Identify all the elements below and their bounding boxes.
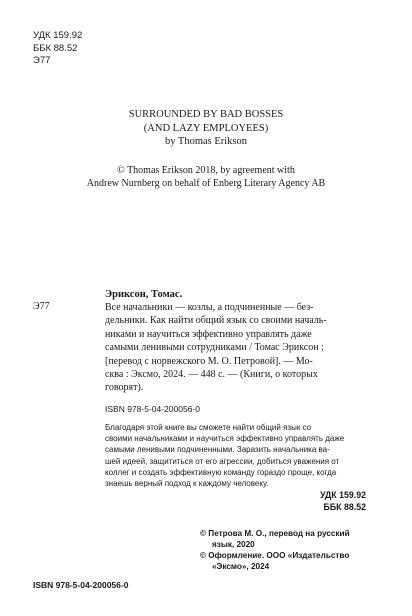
udk-code-bottom: УДК 159.92 — [319, 490, 366, 500]
annotation-line: знаешь верный подход к каждому человеку. — [105, 479, 269, 489]
original-title-line-2: (AND LAZY EMPLOYEES) — [143, 122, 269, 134]
original-copyright — [0, 164, 412, 190]
annotation-line: шей идеей, защититься от его агрессии, добиться уважения от — [105, 456, 340, 466]
credit-line: язык, 2020 — [212, 540, 255, 549]
bibliography-line: никами и научиться эффективно управлять даже — [105, 328, 312, 340]
credit-line: «Эксмо», 2024 — [212, 562, 270, 571]
udk-code: УДК 159.92 — [33, 30, 83, 41]
credit-line: © Петрова М. О., перевод на русский — [200, 529, 350, 538]
bibliography-line: Все начальники — козлы, а подчиненные — без- — [105, 302, 314, 313]
bbk-code-bottom: ББК 88.52 — [323, 501, 366, 512]
classification-bottom — [320, 490, 366, 513]
bibliography-code: Э77 — [33, 301, 50, 312]
bbk-code: ББК 88.52 — [33, 42, 78, 54]
annotation-line: Благодаря этой книге вы сможете найти общий язык со — [105, 423, 312, 432]
isbn-middle: ISBN 978-5-04-200056-0 — [105, 404, 200, 414]
annotation-line: своими начальниками и научиться эффективно управлять даже — [105, 434, 345, 444]
classification-block — [33, 30, 82, 68]
bibliography-line: говорят). — [105, 382, 144, 394]
credit-translation — [200, 528, 378, 550]
bibliography-author: Эриксон, Томас. — [105, 289, 183, 300]
original-title-block — [0, 108, 412, 149]
annotation-line: самыми ленивыми подчиненными. Заразить начальника ва- — [105, 445, 330, 455]
bibliography-line: сква : Эксмо, 2024. — 448 с. — (Книги, о которых — [105, 369, 318, 381]
bibliography-line: дельники. Как найти общий язык со своими началь- — [105, 315, 327, 327]
isbn-bottom: ISBN 978-5-04-200056-0 — [33, 580, 129, 590]
bibliography-line: самыми ленивыми сотрудниками / Томас Эриксон ; — [105, 342, 324, 354]
annotation-line: коллег и создать эффективную команду гораздо проще, когда — [105, 467, 337, 477]
annotation — [105, 422, 367, 489]
original-author: by Thomas Erikson — [164, 136, 248, 147]
bibliography-description — [105, 301, 375, 395]
author-mark: Э77 — [33, 55, 51, 66]
original-title-line-1: SURROUNDED BY BAD BOSSES — [128, 109, 284, 120]
original-copyright-line-2: Andrew Nurnberg on behalf of Enberg Literary Agency AB — [86, 178, 326, 189]
credit-design — [200, 550, 378, 572]
bibliography-line: [перевод с норвежского М. О. Петровой]. — Мо- — [105, 355, 313, 367]
credit-line: © Оформление. ООО «Издательство — [200, 551, 350, 560]
credits-block — [200, 528, 378, 572]
original-copyright-line-1: © Thomas Erikson 2018, by agreement with — [117, 165, 295, 176]
